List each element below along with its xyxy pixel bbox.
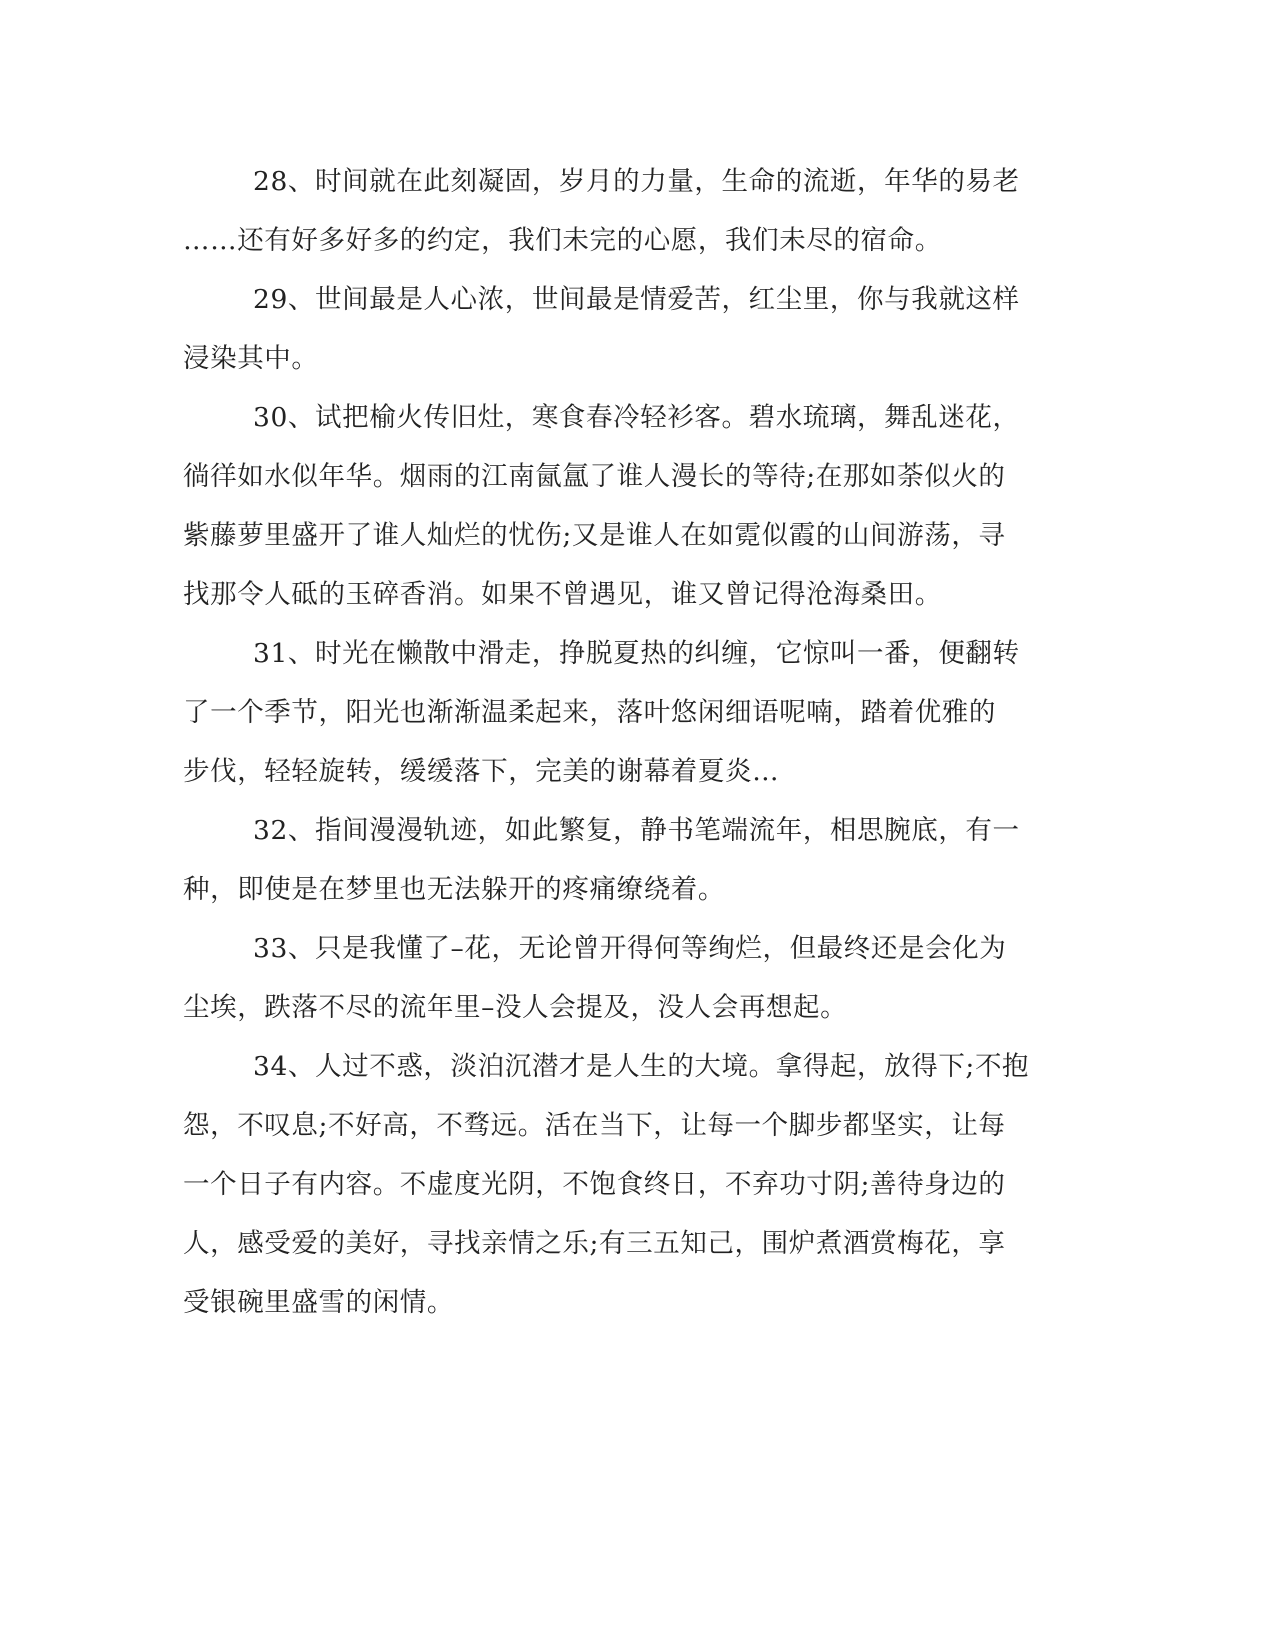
text-line: ……还有好多好多的约定，我们未完的心愿，我们未尽的宿命。 xyxy=(183,225,942,256)
text-line: 29、世间最是人心浓，世间最是情爱苦，红尘里，你与我就这样 xyxy=(253,284,1020,315)
text-line: 浸染其中。 xyxy=(183,343,319,374)
paragraph-34 xyxy=(183,1037,1045,1332)
text-line: 怨，不叹息;不好高，不骛远。活在当下，让每一个脚步都坚实，让每 xyxy=(183,1110,1006,1141)
text-line: 了一个季节，阳光也渐渐温柔起来，落叶悠闲细语呢喃，踏着优雅的 xyxy=(183,697,996,728)
document-body xyxy=(183,152,1045,1332)
text-line: 31、时光在懒散中滑走，挣脱夏热的纠缠，它惊叫一番，便翻转 xyxy=(253,638,1020,669)
text-line: 尘埃，跌落不尽的流年里–没人会提及，没人会再想起。 xyxy=(183,992,848,1023)
paragraph-29 xyxy=(183,270,1045,388)
text-line: 33、只是我懂了–花，无论曾开得何等绚烂，但最终还是会化为 xyxy=(253,933,1007,964)
text-line: 紫藤萝里盛开了谁人灿烂的忧伤;又是谁人在如霓似霞的山间游荡，寻 xyxy=(183,520,1006,551)
text-line: 步伐，轻轻旋转，缓缓落下，完美的谢幕着夏炎… xyxy=(183,756,780,787)
paragraph-31 xyxy=(183,624,1045,801)
text-line: 30、试把榆火传旧灶，寒食春冷轻衫客。碧水琉璃，舞乱迷花， xyxy=(253,402,1020,433)
paragraph-28 xyxy=(183,152,1045,270)
text-line: 找那令人砥的玉碎香消。如果不曾遇见，谁又曾记得沧海桑田。 xyxy=(183,579,942,610)
text-line: 一个日子有内容。不虚度光阴，不饱食终日，不弃功寸阴;善待身边的 xyxy=(183,1169,1006,1200)
text-line: 人，感受爱的美好，寻找亲情之乐;有三五知己，围炉煮酒赏梅花，享 xyxy=(183,1228,1006,1259)
paragraph-32 xyxy=(183,801,1045,919)
paragraph-33 xyxy=(183,919,1045,1037)
paragraph-30 xyxy=(183,388,1045,624)
text-line: 32、指间漫漫轨迹，如此繁复，静书笔端流年，相思腕底，有一 xyxy=(253,815,1020,846)
text-line: 种，即使是在梦里也无法躲开的疼痛缭绕着。 xyxy=(183,874,725,905)
text-line: 34、人过不惑，淡泊沉潜才是人生的大境。拿得起，放得下;不抱 xyxy=(253,1051,1030,1082)
text-line: 28、时间就在此刻凝固，岁月的力量，生命的流逝，年华的易老 xyxy=(253,166,1020,197)
text-line: 受银碗里盛雪的闲情。 xyxy=(183,1287,454,1318)
text-line: 徜徉如水似年华。烟雨的江南氤氲了谁人漫长的等待;在那如荼似火的 xyxy=(183,461,1006,492)
